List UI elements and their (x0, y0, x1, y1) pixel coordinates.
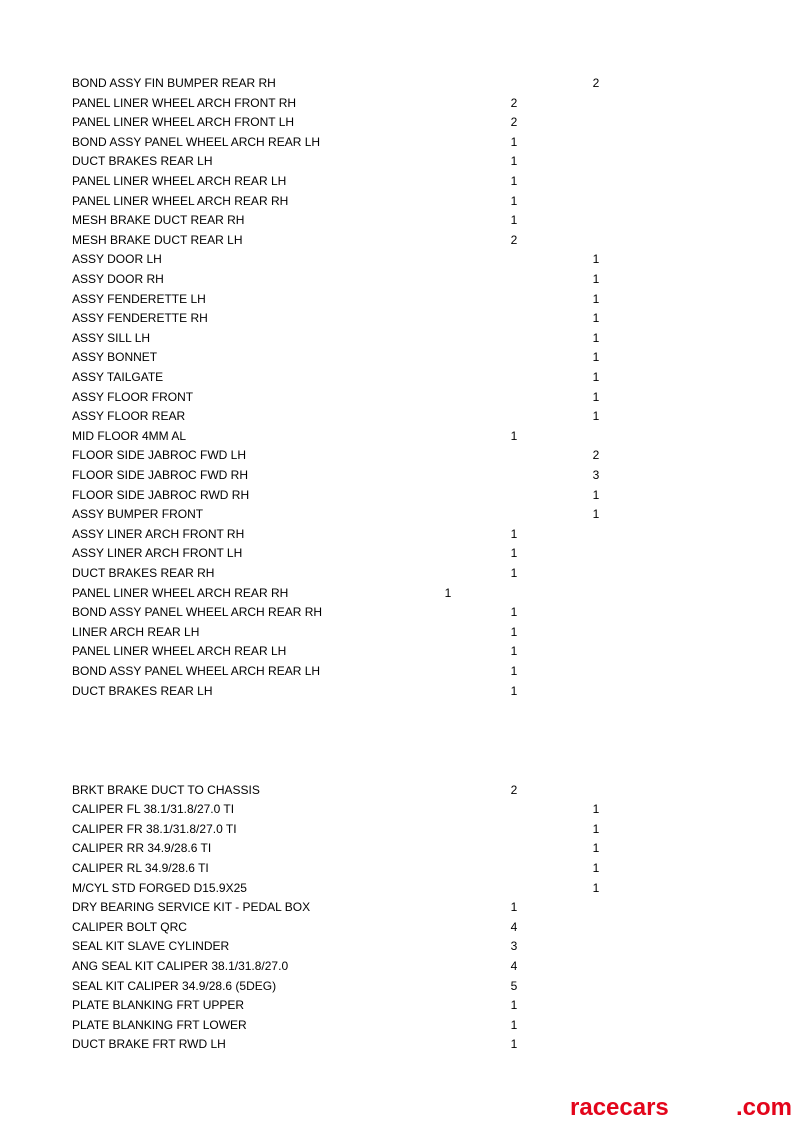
list-item (0, 152, 806, 172)
list-item (0, 270, 806, 290)
item-name: BOND ASSY FIN BUMPER REAR RH (72, 76, 276, 90)
item-name: CALIPER RL 34.9/28.6 TI (72, 861, 209, 875)
item-name: DUCT BRAKES REAR LH (72, 154, 213, 169)
item-qty: 1 (592, 821, 600, 836)
list-item (0, 918, 806, 938)
list-item (0, 623, 806, 643)
item-name: SEAL KIT CALIPER 34.9/28.6 (5DEG) (72, 978, 277, 993)
list-item (0, 544, 806, 564)
list-item (0, 820, 806, 840)
item-name: BOND ASSY PANEL WHEEL ARCH REAR RH (72, 605, 323, 620)
list-item (0, 348, 806, 368)
list-item (0, 1035, 806, 1055)
list-item (0, 996, 806, 1016)
item-qty: 4 (510, 919, 518, 934)
item-qty: 2 (510, 232, 518, 247)
item-name: DRY BEARING SERVICE KIT - PEDAL BOX (72, 900, 311, 915)
list-item (0, 192, 806, 212)
list-item (0, 1016, 806, 1036)
list-item (0, 937, 806, 957)
list-item (0, 781, 806, 801)
list-item (0, 172, 806, 192)
item-name: BOND ASSY PANEL WHEEL ARCH REAR LH (72, 134, 321, 149)
item-name: ASSY FLOOR REAR (72, 409, 186, 424)
list-item (0, 211, 806, 231)
list-item (0, 388, 806, 408)
list-item (0, 94, 806, 114)
item-qty: 4 (510, 959, 518, 973)
list-item (0, 957, 806, 977)
item-qty: 2 (510, 782, 518, 797)
item-name: ASSY BONNET (72, 350, 158, 365)
item-name: PLATE BLANKING FRT LOWER (72, 1017, 247, 1032)
list-item (0, 446, 806, 466)
item-qty: 1 (510, 605, 518, 620)
item-name: MESH BRAKE DUCT REAR RH (72, 213, 245, 228)
item-name: DUCT BRAKES REAR RH (72, 566, 215, 580)
item-name: CALIPER BOLT QRC (72, 919, 187, 934)
list-item (0, 839, 806, 859)
list-item (0, 682, 806, 702)
item-name: CALIPER FR 38.1/31.8/27.0 TI (72, 821, 237, 836)
item-name: ASSY FLOOR FRONT (72, 389, 194, 404)
item-qty: 1 (510, 664, 518, 678)
item-qty: 1 (510, 154, 518, 169)
item-name: FLOOR SIDE JABROC FWD LH (72, 448, 247, 463)
list-item (0, 603, 806, 623)
list-item (0, 662, 806, 682)
item-name: PANEL LINER WHEEL ARCH FRONT RH (72, 95, 297, 110)
list-item (0, 231, 806, 251)
item-name: ASSY FENDERETTE LH (72, 291, 206, 306)
item-name: FLOOR SIDE JABROC RWD RH (72, 487, 250, 502)
item-qty: 3 (510, 939, 518, 954)
list-item (0, 309, 806, 329)
item-qty: 3 (592, 468, 600, 482)
item-qty: 1 (592, 880, 600, 895)
item-qty: 1 (510, 526, 518, 541)
item-name: MID FLOOR 4MM AL (72, 428, 187, 443)
list-item (0, 879, 806, 899)
list-item (0, 642, 806, 662)
item-qty: 2 (592, 448, 600, 463)
item-qty: 1 (592, 330, 600, 345)
item-name: ASSY LINER ARCH FRONT LH (72, 546, 243, 561)
item-name: FLOOR SIDE JABROC FWD RH (72, 468, 249, 482)
list-item (0, 859, 806, 879)
list-item (0, 133, 806, 153)
item-qty: 1 (510, 998, 518, 1013)
item-qty: 1 (444, 585, 452, 600)
item-name: ASSY SILL LH (72, 330, 151, 345)
list-item (0, 368, 806, 388)
item-qty: 1 (510, 428, 518, 443)
list-item (0, 113, 806, 133)
item-qty: 1 (510, 174, 518, 188)
item-qty: 1 (592, 409, 600, 424)
item-qty: 1 (592, 311, 600, 326)
item-name: SEAL KIT SLAVE CYLINDER (72, 939, 230, 954)
list-item (0, 486, 806, 506)
list-item (0, 329, 806, 349)
item-qty: 1 (592, 291, 600, 306)
item-qty: 1 (592, 861, 600, 875)
item-qty: 1 (510, 683, 518, 698)
footer-brand-com: .com (736, 1094, 793, 1121)
item-qty: 1 (510, 213, 518, 228)
list-item (0, 898, 806, 918)
list-item (0, 525, 806, 545)
item-qty: 1 (592, 487, 600, 502)
item-name: M/CYL STD FORGED D15.9X25 (72, 880, 247, 895)
item-name: ASSY BUMPER FRONT (72, 507, 204, 522)
item-qty: 1 (510, 193, 518, 208)
item-name: PANEL LINER WHEEL ARCH REAR LH (72, 174, 287, 188)
list-item (0, 977, 806, 997)
item-qty: 2 (592, 76, 600, 90)
list-item (0, 427, 806, 447)
list-item (0, 74, 806, 94)
item-qty: 5 (510, 978, 518, 993)
item-name: ASSY LINER ARCH FRONT RH (72, 526, 245, 541)
list-item (0, 584, 806, 604)
item-name: PANEL LINER WHEEL ARCH REAR RH (72, 193, 289, 208)
item-name: BOND ASSY PANEL WHEEL ARCH REAR LH (72, 664, 321, 678)
item-name: ASSY DOOR RH (72, 272, 164, 286)
item-name: DUCT BRAKE FRT RWD LH (72, 1037, 226, 1052)
item-qty: 1 (510, 134, 518, 149)
list-item (0, 564, 806, 584)
item-qty: 1 (592, 802, 600, 817)
item-qty: 1 (510, 1037, 518, 1052)
item-name: PLATE BLANKING FRT UPPER (72, 998, 245, 1013)
item-qty: 1 (592, 370, 600, 384)
item-qty: 1 (592, 507, 600, 522)
list-item (0, 466, 806, 486)
item-name: CALIPER RR 34.9/28.6 TI (72, 841, 212, 856)
item-name: ASSY FENDERETTE RH (72, 311, 208, 326)
item-name: ASSY DOOR LH (72, 252, 162, 267)
list-item (0, 250, 806, 270)
item-qty: 1 (592, 389, 600, 404)
item-name: BRKT BRAKE DUCT TO CHASSIS (72, 782, 260, 797)
item-qty: 1 (592, 350, 600, 365)
item-name: DUCT BRAKES REAR LH (72, 683, 213, 698)
item-name: PANEL LINER WHEEL ARCH REAR RH (72, 585, 289, 600)
item-name: ASSY TAILGATE (72, 370, 164, 384)
item-name: LINER ARCH REAR LH (72, 624, 200, 639)
list-item (0, 407, 806, 427)
item-qty: 2 (510, 115, 518, 130)
item-qty: 1 (510, 566, 518, 580)
list-item (0, 505, 806, 525)
list-item (0, 290, 806, 310)
item-qty: 1 (510, 644, 518, 659)
item-qty: 1 (510, 900, 518, 915)
item-qty: 1 (510, 546, 518, 561)
item-name: PANEL LINER WHEEL ARCH REAR LH (72, 644, 287, 659)
item-name: ANG SEAL KIT CALIPER 38.1/31.8/27.0 (72, 959, 289, 973)
item-name: MESH BRAKE DUCT REAR LH (72, 232, 243, 247)
item-qty: 1 (592, 272, 600, 286)
item-qty: 1 (510, 624, 518, 639)
item-qty: 1 (592, 252, 600, 267)
item-name: PANEL LINER WHEEL ARCH FRONT LH (72, 115, 295, 130)
item-qty: 1 (592, 841, 600, 856)
item-qty: 2 (510, 95, 518, 110)
item-name: CALIPER FL 38.1/31.8/27.0 TI (72, 802, 235, 817)
item-qty: 1 (510, 1017, 518, 1032)
footer-brand-racecars: racecars (570, 1094, 669, 1121)
list-item (0, 800, 806, 820)
